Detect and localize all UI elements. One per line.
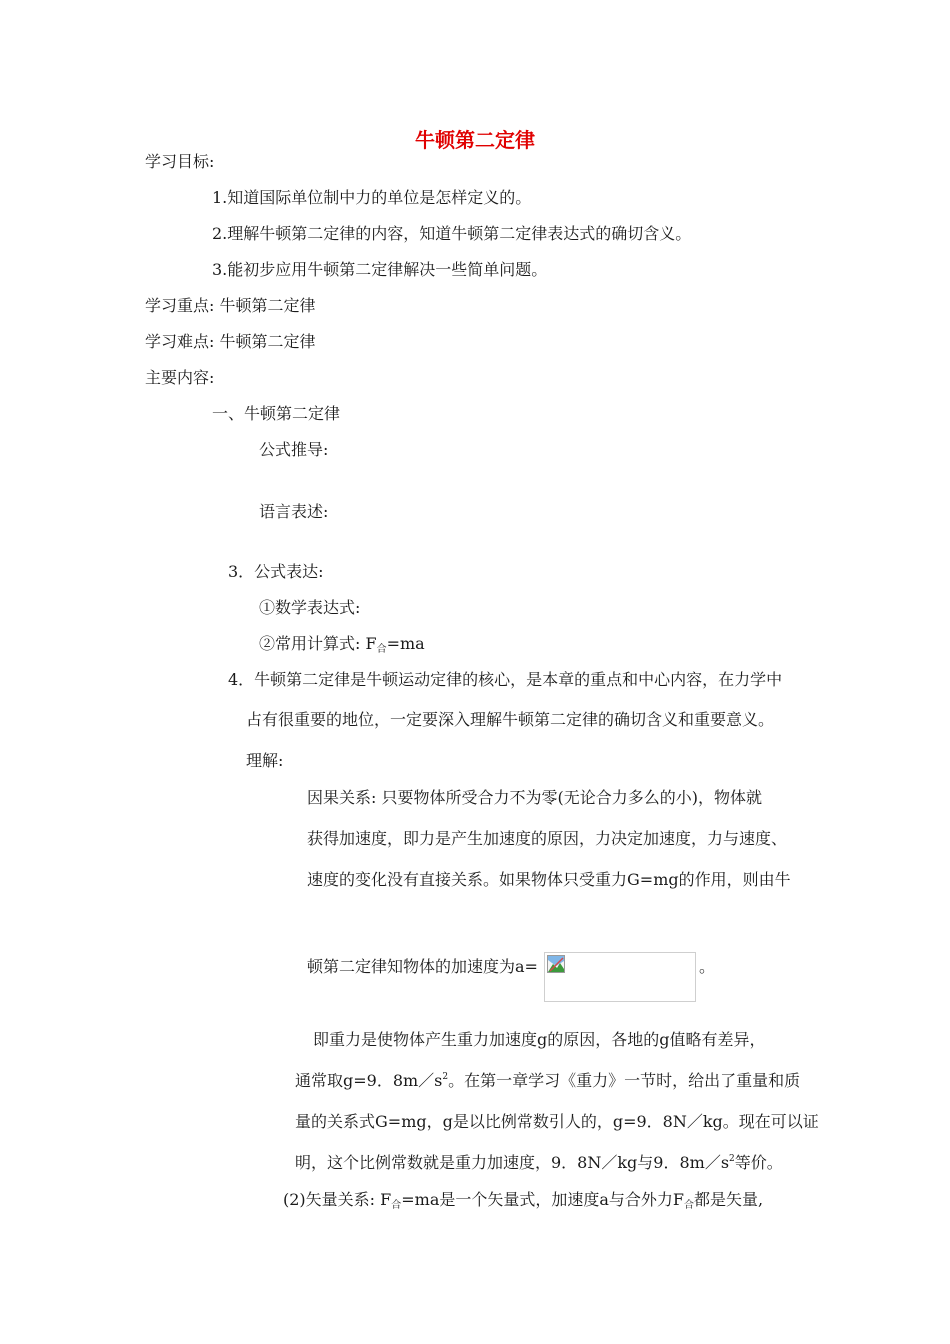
objective-3: 3.能初步应用牛顿第二定律解决一些简单问题。 [212,260,548,279]
common-calc [259,634,425,657]
common-calc-suffix: =ma [386,634,425,653]
formula-heading: 3．公式表达: [228,562,324,581]
subscript-net: 合 [376,644,387,655]
gravity-line4 [295,1153,783,1176]
acceleration-line: 顿第二定律知物体的加速度为a= [307,957,538,976]
gravity-line4-b: 等价。 [734,1153,783,1172]
main-content-heading: 主要内容: [145,368,215,387]
verbal-statement: 语言表述: [259,502,329,521]
vector-c: 都是矢量, [694,1190,764,1209]
gravity-line1: 即重力是使物体产生重力加速度g的原因，各地的g值略有差异， [313,1030,766,1049]
point4-line2: 占有很重要的地位，一定要深入理解牛顿第二定律的确切含义和重要意义。 [246,710,775,729]
acceleration-line-end: 。 [699,957,716,976]
vector-relation [283,1190,763,1213]
subscript-net: 合 [684,1200,695,1211]
vector-a: (2)矢量关系: F [283,1190,392,1209]
gravity-line4-a: 明，这个比例常数就是重力加速度，9．8N／kg与9．8m／s [295,1153,730,1172]
broken-image-icon [547,955,565,977]
objective-2: 2.理解牛顿第二定律的内容，知道牛顿第二定律表达式的确切含义。 [212,224,692,243]
difficulty: 学习难点: 牛顿第二定律 [145,332,316,351]
math-expression: ①数学表达式: [259,598,361,617]
subscript-net: 合 [391,1200,402,1211]
vector-b: =ma是一个矢量式，加速度a与合外力F [401,1190,685,1209]
causal-line3: 速度的变化没有直接关系。如果物体只受重力G=mg的作用，则由牛 [307,870,791,889]
gravity-line2-b: 。在第一章学习《重力》一节时，给出了重量和质 [448,1071,801,1090]
gravity-line3: 量的关系式G=mg，g是以比例常数引人的，g=9．8N／kg。现在可以证 [295,1112,819,1131]
point4-line1: 4．牛顿第二定律是牛顿运动定律的核心，是本章的重点和中心内容，在力学中 [228,670,783,689]
formula-derivation: 公式推导: [259,440,329,459]
superscript-2: 2 [729,1154,735,1164]
objective-1: 1.知道国际单位制中力的单位是怎样定义的。 [212,188,532,207]
common-calc-prefix: ②常用计算式: F [259,634,377,653]
formula-image [544,952,696,1002]
causal-line1: 因果关系: 只要物体所受合力不为零(无论合力多么的小)，物体就 [307,788,762,807]
gravity-line2-a: 通常取g=9．8m／s [295,1071,443,1090]
key-point: 学习重点: 牛顿第二定律 [145,296,316,315]
section-heading: 一、牛顿第二定律 [212,404,341,423]
superscript-2: 2 [442,1072,449,1082]
objectives-heading: 学习目标: [145,152,215,171]
causal-line2: 获得加速度，即力是产生加速度的原因，力决定加速度，力与速度、 [307,829,788,848]
page-title: 牛顿第二定律 [415,128,535,152]
understanding-heading: 理解: [246,751,284,770]
gravity-line2 [295,1071,800,1094]
